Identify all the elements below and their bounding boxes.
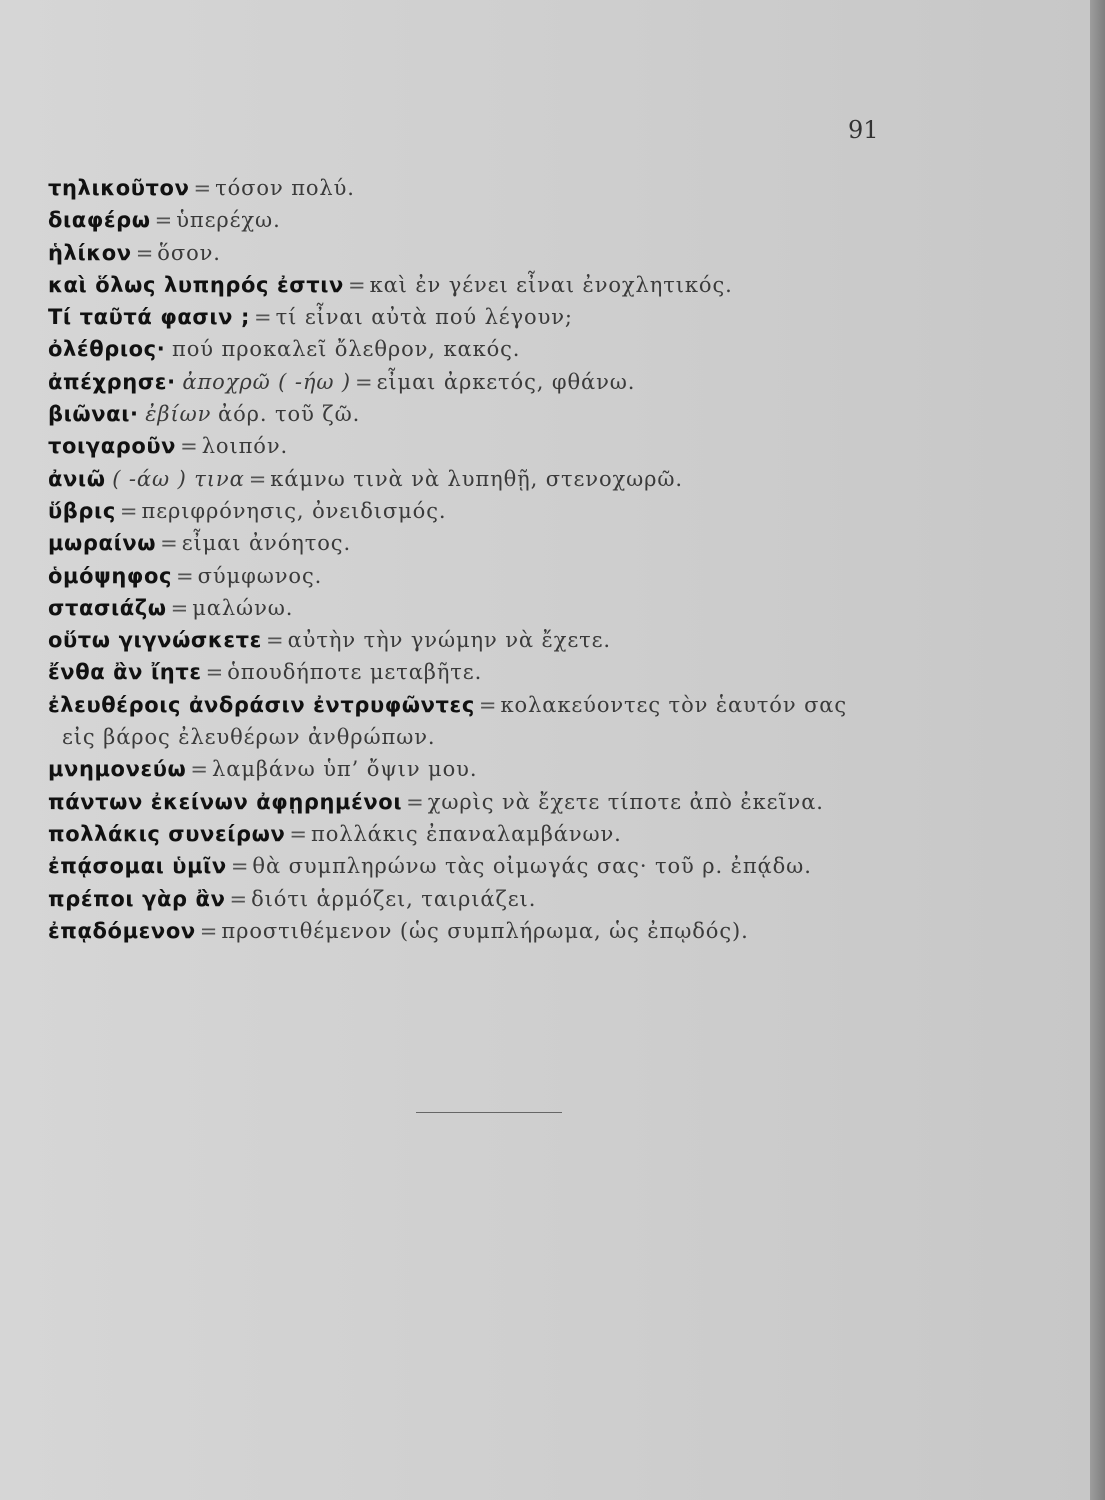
- entry-term: ἀπέχρησε·: [48, 369, 176, 394]
- glossary-entry: [48, 430, 928, 462]
- glossary-entry: [48, 172, 928, 204]
- equals-sign: =: [176, 563, 194, 588]
- equals-sign: =: [160, 531, 178, 556]
- entry-term: ἀνιῶ: [48, 466, 106, 491]
- entry-gloss: διότι ἁρμόζει, ταιριάζει.: [251, 886, 537, 911]
- entry-gloss: τί εἶναι αὐτὰ πού λέγουν;: [275, 305, 573, 330]
- glossary-entry: [48, 786, 928, 818]
- glossary-entry: [48, 398, 928, 430]
- entry-gloss: κάμνω τινὰ νὰ λυπηθῇ, στενοχωρῶ.: [270, 466, 683, 491]
- entry-gloss: ὅσον.: [157, 240, 221, 265]
- entry-gloss: θὰ συμπληρώνω τὰς οἰμωγάς σας· τοῦ ρ. ἐπᾴδω.: [252, 854, 812, 879]
- entry-term: στασιάζω: [48, 595, 167, 620]
- glossary-entry: [48, 818, 928, 850]
- equals-sign: =: [347, 272, 366, 297]
- entry-term: τοιγαροῦν: [48, 434, 177, 459]
- glossary-entry: [48, 560, 928, 592]
- entry-gloss: τόσον πολύ.: [215, 176, 355, 200]
- glossary-list: [48, 172, 928, 947]
- glossary-entry: [48, 269, 928, 301]
- page-edge-shadow: [1090, 0, 1105, 1500]
- glossary-entry: [48, 366, 928, 398]
- glossary-entry: [48, 624, 928, 656]
- entry-term: ὁμόψηφος: [48, 563, 173, 588]
- entry-gloss: πολλάκις ἐπαναλαμβάνων.: [311, 821, 622, 846]
- entry-gloss: καὶ ἐν γένει εἶναι ἐνοχλητικός.: [369, 272, 733, 297]
- glossary-entry: [48, 850, 928, 882]
- entry-term: μνημονεύω: [48, 757, 187, 782]
- glossary-entry: [48, 656, 928, 688]
- equals-sign: =: [180, 434, 198, 459]
- equals-sign: =: [154, 208, 173, 233]
- equals-sign: =: [289, 821, 308, 846]
- equals-sign: =: [199, 918, 218, 943]
- entry-term: καὶ ὅλως λυπηρός ἐστιν: [48, 272, 344, 297]
- equals-sign: =: [406, 789, 424, 814]
- glossary-entry: [48, 753, 928, 785]
- entry-term: οὕτω γιγνώσκετε: [48, 628, 262, 653]
- equals-sign: =: [253, 305, 272, 330]
- entry-term: διαφέρω: [48, 208, 151, 233]
- page-number: 91: [848, 116, 879, 144]
- equals-sign: =: [230, 854, 249, 879]
- glossary-entry: [48, 237, 928, 269]
- entry-gloss: σύμφωνος.: [197, 563, 323, 588]
- entry-term: πάντων ἐκείνων ἀφῃρημένοι: [48, 789, 403, 814]
- entry-term: ὕβρις: [48, 498, 116, 523]
- entry-italic-form: ἀποχρῶ ( -ήω ): [182, 369, 352, 394]
- glossary-entry: [48, 592, 928, 624]
- equals-sign: =: [478, 692, 497, 717]
- entry-term: τηλικοῦτον: [48, 176, 190, 200]
- entry-term: πολλάκις συνείρων: [48, 821, 286, 846]
- equals-sign: =: [248, 466, 267, 491]
- glossary-entry: [48, 333, 928, 365]
- entry-gloss: λαμβάνω ὑπ’ ὄψιν μου.: [212, 757, 478, 782]
- entry-gloss: κολακεύοντες τὸν ἑαυτόν σας: [500, 692, 848, 717]
- glossary-entry: [48, 463, 928, 495]
- entry-gloss: αὐτὴν τὴν γνώμην νὰ ἔχετε.: [287, 628, 612, 653]
- entry-gloss: εἶμαι ἀρκετός, φθάνω.: [376, 369, 636, 394]
- entry-gloss: ἀόρ. τοῦ ζῶ.: [217, 402, 361, 427]
- entry-term: ἐπᾳδόμενον: [48, 918, 196, 943]
- equals-sign: =: [229, 886, 248, 911]
- entry-gloss: πού προκαλεῖ ὄλεθρον, κακός.: [172, 337, 521, 362]
- entry-gloss: προστιθέμενον (ὡς συμπλήρωμα, ὡς ἐπῳδός).: [221, 918, 749, 943]
- equals-sign: =: [193, 176, 212, 200]
- entry-term: ἔνθα ἂν ἴητε: [48, 660, 202, 685]
- entry-gloss: μαλώνω.: [192, 595, 294, 620]
- entry-term: Τί ταῦτά φασιν ;: [48, 305, 250, 330]
- equals-sign: =: [355, 369, 373, 394]
- glossary-entry: [48, 204, 928, 236]
- entry-term: ἐλευθέροις ἀνδράσιν ἐντρυφῶντες: [48, 692, 475, 717]
- glossary-entry: [48, 527, 928, 559]
- entry-term: ἡλίκον: [48, 240, 132, 265]
- glossary-entry-continuation: [48, 721, 928, 753]
- glossary-entry: [48, 689, 928, 721]
- entry-italic-form: ἐβίων: [145, 402, 212, 427]
- entry-gloss: περιφρόνησις, ὀνειδισμός.: [141, 498, 447, 523]
- entry-term: πρέποι γὰρ ἂν: [48, 886, 226, 911]
- entry-gloss: ὁπουδήποτε μεταβῆτε.: [227, 660, 483, 685]
- equals-sign: =: [135, 240, 154, 265]
- entry-gloss: εἶμαι ἀνόητος.: [181, 531, 352, 556]
- end-divider-line: [416, 1112, 562, 1113]
- entry-term: ὀλέθριος·: [48, 337, 166, 362]
- entry-term: μωραίνω: [48, 531, 157, 556]
- entry-term: ἐπᾴσομαι ὑμῖν: [48, 854, 227, 879]
- equals-sign: =: [265, 628, 284, 653]
- glossary-entry: [48, 915, 928, 947]
- glossary-entry: [48, 495, 928, 527]
- entry-term: βιῶναι·: [48, 402, 139, 427]
- entry-gloss: λοιπόν.: [201, 434, 289, 459]
- equals-sign: =: [205, 660, 224, 685]
- glossary-entry: [48, 301, 928, 333]
- equals-sign: =: [190, 757, 209, 782]
- entry-gloss: ὑπερέχω.: [176, 208, 281, 233]
- entry-gloss: εἰς βάρος ἐλευθέρων ἀνθρώπων.: [62, 725, 436, 750]
- entry-italic-form: ( -άω ) τινα: [112, 466, 245, 491]
- equals-sign: =: [119, 498, 138, 523]
- equals-sign: =: [170, 595, 189, 620]
- entry-gloss: χωρὶς νὰ ἔχετε τίποτε ἀπὸ ἐκεῖνα.: [427, 789, 824, 814]
- glossary-entry: [48, 883, 928, 915]
